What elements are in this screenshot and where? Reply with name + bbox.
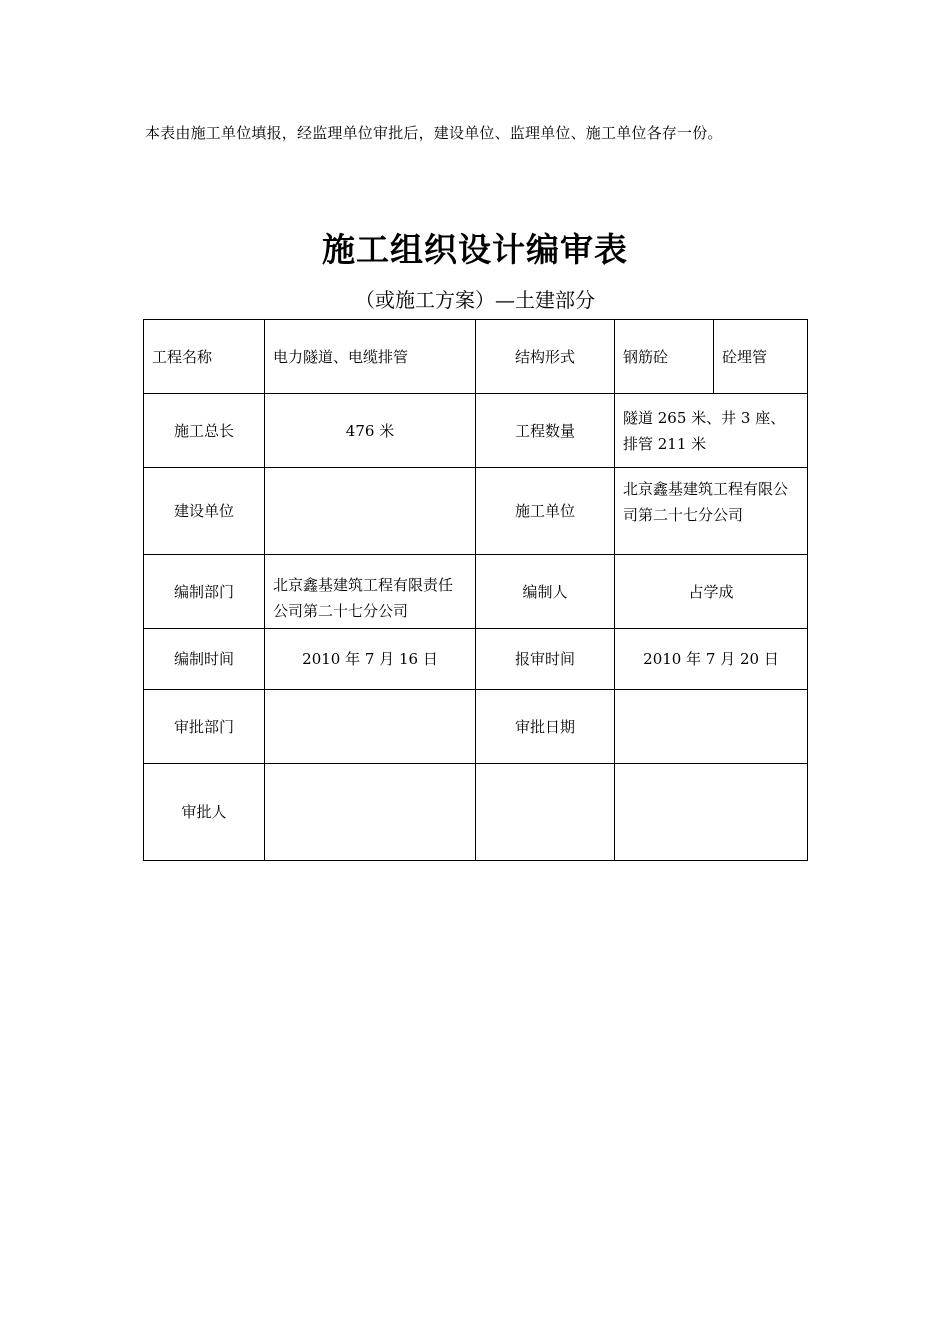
owner-label: 建设单位 — [144, 468, 265, 555]
form-instructions-note: 本表由施工单位填报，经监理单位审批后，建设单位、监理单位、施工单位各存一份。 — [145, 124, 723, 142]
approve-date-value — [615, 690, 808, 764]
prep-time-value: 2010 年 7 月 16 日 — [265, 629, 476, 690]
submit-time-value: 2010 年 7 月 20 日 — [615, 629, 808, 690]
approve-dept-label: 审批部门 — [144, 690, 265, 764]
prep-dept-value: 北京鑫基建筑工程有限责任公司第二十七分公司 — [265, 555, 476, 629]
total-length-value: 476 米 — [265, 394, 476, 468]
structure-label: 结构形式 — [476, 320, 615, 394]
page-subtitle: （或施工方案）—土建部分 — [355, 288, 595, 312]
review-form-table — [143, 319, 808, 861]
row-prep-time — [144, 629, 808, 690]
preparer-value: 占学成 — [615, 555, 808, 629]
approve-date-label: 审批日期 — [476, 690, 615, 764]
row-prep-dept — [144, 555, 808, 629]
structure-value-pipe: 砼埋管 — [714, 320, 808, 394]
quantity-value: 隧道 265 米、井 3 座、排管 211 米 — [615, 394, 808, 468]
approver-label: 审批人 — [144, 764, 265, 861]
approver-value — [265, 764, 476, 861]
contractor-label: 施工单位 — [476, 468, 615, 555]
row-approve-dept — [144, 690, 808, 764]
row-total-length — [144, 394, 808, 468]
row-owner — [144, 468, 808, 555]
prep-time-label: 编制时间 — [144, 629, 265, 690]
approve-dept-value — [265, 690, 476, 764]
quantity-label: 工程数量 — [476, 394, 615, 468]
project-name-label: 工程名称 — [144, 320, 265, 394]
approver-extra-cell-2 — [615, 764, 808, 861]
total-length-label: 施工总长 — [144, 394, 265, 468]
structure-value-rc: 钢筋砼 — [615, 320, 714, 394]
prep-dept-label: 编制部门 — [144, 555, 265, 629]
approver-extra-cell-1 — [476, 764, 615, 861]
page-title: 施工组织设计编审表 — [322, 230, 628, 269]
row-project-name — [144, 320, 808, 394]
submit-time-label: 报审时间 — [476, 629, 615, 690]
contractor-value: 北京鑫基建筑工程有限公司第二十七分公司 — [615, 468, 808, 555]
row-approver — [144, 764, 808, 861]
owner-value — [265, 468, 476, 555]
project-name-value: 电力隧道、电缆排管 — [265, 320, 476, 394]
preparer-label: 编制人 — [476, 555, 615, 629]
